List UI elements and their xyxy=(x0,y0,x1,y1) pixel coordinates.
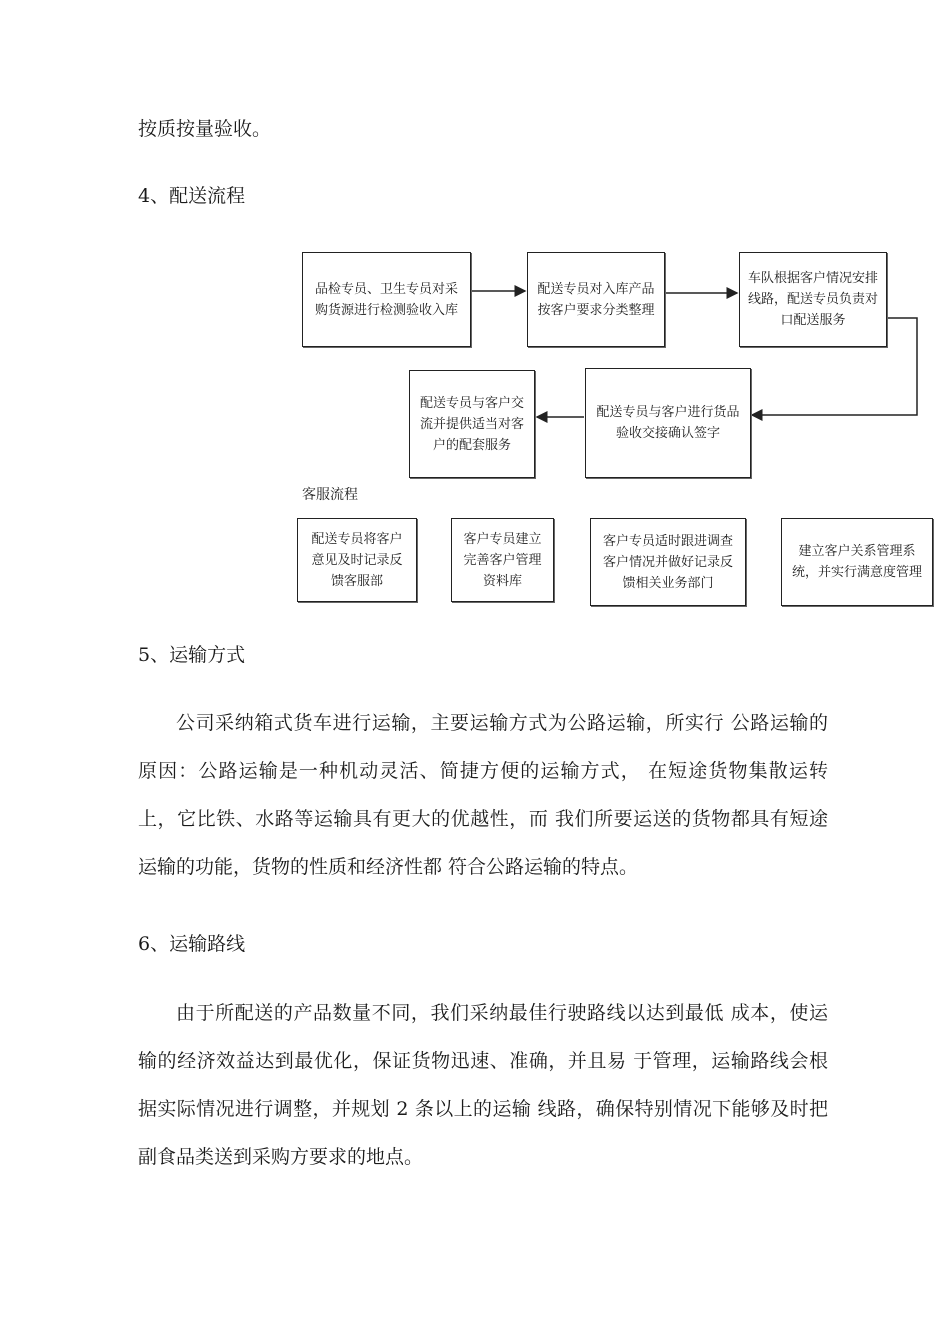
section-heading-transport-route: 6、运输路线 xyxy=(138,933,246,955)
section-heading-delivery: 4、配送流程 xyxy=(138,185,246,207)
cs-step-followup: 客户专员适时跟进调查客户情况并做好记录反馈相关业务部门 xyxy=(590,518,746,606)
cs-step-database: 客户专员建立完善客户管理资料库 xyxy=(451,518,554,602)
flow-step-service: 配送专员与客户交流并提供适当对客户的配套服务 xyxy=(409,370,535,478)
flow-step-handover: 配送专员与客户进行货品验收交接确认签字 xyxy=(585,368,751,478)
flow-step-routing: 车队根据客户情况安排线路，配送专员负责对口配送服务 xyxy=(739,252,887,347)
intro-line: 按质按量验收。 xyxy=(138,118,272,140)
section-heading-transport-mode: 5、运输方式 xyxy=(138,644,246,666)
cs-step-feedback: 配送专员将客户意见及时记录反馈客服部 xyxy=(297,518,417,602)
paragraph-transport-route: 由于所配送的产品数量不同，我们采纳最佳行驶路线以达到最低 成本，使运输的经济效益达到最优化，保证货物迅速、准确，并且易 于管理，运输路线会根据实际情况进行调整，并规划 2 条以上的运输 线路，确保特别情况下能够及时把副食品类送到采购方要求的地点。 xyxy=(138,1002,828,1168)
flow-step-sorting: 配送专员对入库产品按客户要求分类整理 xyxy=(527,252,665,347)
paragraph-transport-mode: 公司采纳箱式货车进行运输，主要运输方式为公路运输，所实行 公路运输的原因：公路运输是一种机动灵活、简捷方便的运输方式， 在短途货物集散运转上，它比铁、水路等运输具有更大的优越性，而 我们所要运送的货物都具有短途运输的功能，货物的性质和经济性都 符合公路运输的特点。 xyxy=(138,712,828,878)
customer-service-label: 客服流程 xyxy=(302,487,358,503)
cs-step-crm: 建立客户关系管理系统，并实行满意度管理 xyxy=(781,518,933,606)
flow-step-inspection: 品检专员、卫生专员对采购货源进行检测验收入库 xyxy=(302,252,471,347)
